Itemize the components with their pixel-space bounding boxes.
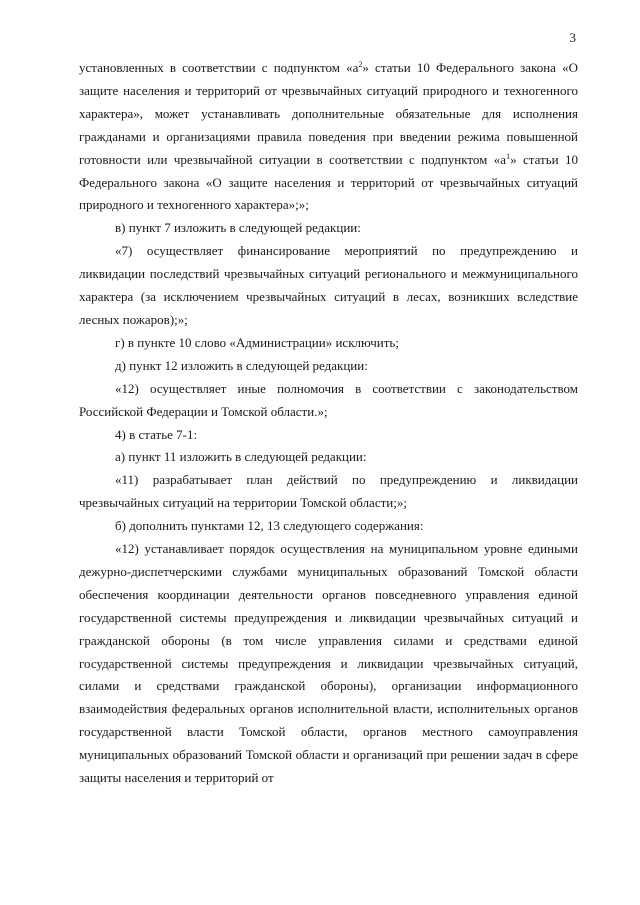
paragraph-3: «7) осуществляет финансирование мероприятий по предупреждению и ликвидации последствий чрезвычайных ситуаций регионального и межмуниципального характера (за исключением чрезвычайных ситуаций в лесах, возникших вследствие лесных пожаров);»; (79, 243, 578, 327)
document-body (79, 57, 578, 790)
paragraph-10: б) дополнить пунктами 12, 13 следующего содержания: (115, 518, 424, 534)
superscript-1: 1 (506, 151, 511, 161)
paragraph-9: «11) разрабатывает план действий по предупреждению и ликвидации чрезвычайных ситуаций на территории Томской области;»; (79, 472, 578, 511)
superscript-2: 2 (358, 60, 363, 69)
page-number: 3 (569, 30, 576, 45)
paragraph-8: а) пункт 11 изложить в следующей редакции: (115, 449, 367, 465)
paragraph-1-part-a: установленных в соответствии с подпунктом «а (79, 60, 359, 75)
paragraph-7: 4) в статье 7-1: (115, 426, 198, 442)
paragraph-1 (79, 57, 578, 217)
paragraph-1-part-c: » статьи 10 Федерального закона «О защите населения и территорий от чрезвычайных ситуаций природного и техногенного характера»;»; (79, 151, 578, 213)
paragraph-5: д) пункт 12 изложить в следующей редакции: (115, 357, 368, 373)
paragraph-11: «12) устанавливает порядок осуществления на муниципальном уровне едиными дежурно-диспетчерскими службами муниципальных образований Томской области обеспечения координации деятельности органов повседневного управления единой государственной системы предупреждения и ликвидации чрезвычайных ситуаций и гражданской обороны (в том числе управления силами и средствами единой государственной системы предупреждения и ликвидации чрезвычайных ситуаций, силами и средствами гражданской обороны), организации информационного взаимодействия федеральных органов исполнительной власти, исполнительных органов государственной власти Томской области, органов местного самоуправления муниципальных образований Томской области и организаций при решении задач в сфере защиты населения и территорий от (79, 541, 578, 786)
paragraph-2: в) пункт 7 изложить в следующей редакции: (115, 220, 361, 236)
paragraph-1-part-b: » статьи 10 Федерального закона «О защите населения и территорий от чрезвычайных ситуаций природного и техногенного характера», может устанавливать дополнительные обязательные для исполнения гражданами и организациями правила поведения при введении режима повышенной готовности или чрезвычайной ситуации в соответствии с подпунктом «а (79, 60, 578, 167)
paragraph-6: «12) осуществляет иные полномочия в соответствии с законодательством Российской Федерации и Томской области.»; (79, 380, 578, 419)
paragraph-4: г) в пункте 10 слово «Администрации» исключить; (115, 334, 399, 350)
